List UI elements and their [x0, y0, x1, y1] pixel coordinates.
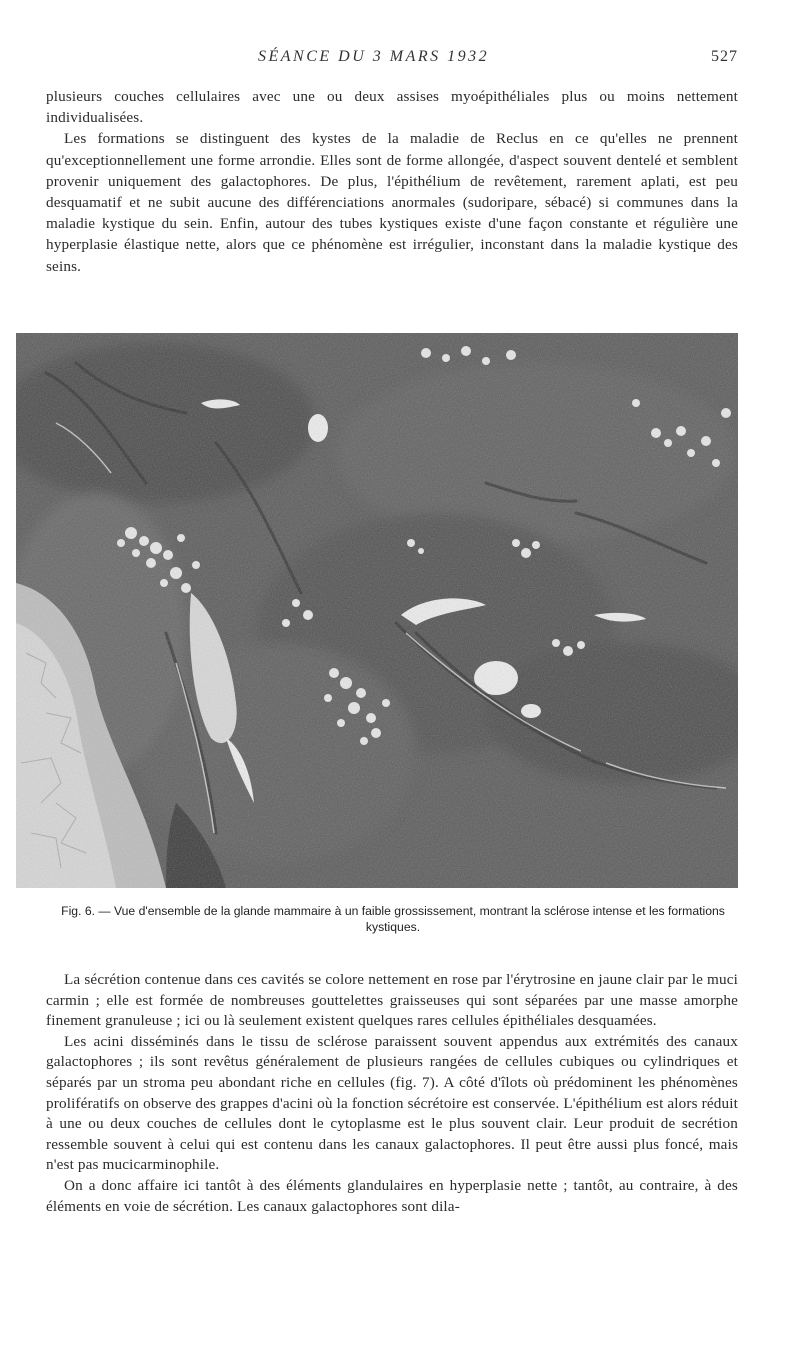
page-header: [0, 48, 800, 72]
paragraph: La sécrétion contenue dans ces cavités se colore nettement en rose par l'érytrosine en jaune clair par le muci carmin ; elle est formée de nombreuses gouttelettes graisseuses qui sont séparées par une masse amorphe finement granuleuse ; ici ou là seulement existent quelques rares cellules épithéliales desquamées.: [46, 971, 738, 1030]
running-title: SÉANCE DU 3 MARS 1932: [258, 48, 490, 65]
page-number: 527: [711, 48, 738, 65]
histology-micrograph: [16, 333, 738, 888]
paragraph: On a donc affaire ici tantôt à des éléments glandulaires en hyperplasie nette ; tantôt, au contraire, à des éléments en voie de sécrétion. Les canaux galactophores sont dila-: [46, 1176, 738, 1215]
figure-label: Fig. 6.: [61, 904, 95, 918]
figure-caption-text: — Vue d'ensemble de la glande mammaire à un faible grossissement, montrant la sclérose intense et les formations kystiques.: [98, 904, 725, 934]
micrograph-image: [16, 333, 738, 888]
paragraph: plusieurs couches cellulaires avec une ou deux assises myoépithéliales plus ou moins nettement individualisées.: [46, 88, 738, 127]
body-text-top: [46, 86, 738, 277]
paragraph: Les formations se distinguent des kystes de la maladie de Reclus en ce qu'elles ne prennent qu'exceptionnellement une forme arrondie. Elles sont de forme allongée, d'aspect souvent dentelé et semblent provenir uniquement des galactophores. De plus, l'épithélium de revêtement, rarement aplati, est peu desquamatif et ne subit aucune des différenciations anormales (sudoripare, sébacé) si communes dans la maladie kystique du sein. Enfin, autour des tubes kystiques existe d'une façon constante et régulière une hyperplasie élastique nette, alors que ce phénomène est irrégulier, inconstant dans la maladie kystique des seins.: [46, 130, 738, 275]
body-text-bottom: [46, 970, 738, 1217]
paragraph: Les acini disséminés dans le tissu de sclérose paraissent souvent appendus aux extrémités des canaux galactophores ; ils sont revêtus généralement de plusieurs rangées de cellules cubiques ou cylindriques et séparés par un stroma peu abondant riche en cellules (fig. 7). A côté d'îlots où prédominent les phénomènes prolifératifs on observe des grappes d'acini où la fonction sécrétoire est conservée. L'épithélium est alors réduit à une ou deux couches de cellules dont le cytoplasme est le plus souvent clair. Leur produit de secrétion ressemble souvent à celui qui est contenu dans les canaux galactophores. Il peut être aussi plus foncé, mais n'est pas mucicarminophile.: [46, 1032, 738, 1174]
figure-caption: [46, 903, 740, 935]
